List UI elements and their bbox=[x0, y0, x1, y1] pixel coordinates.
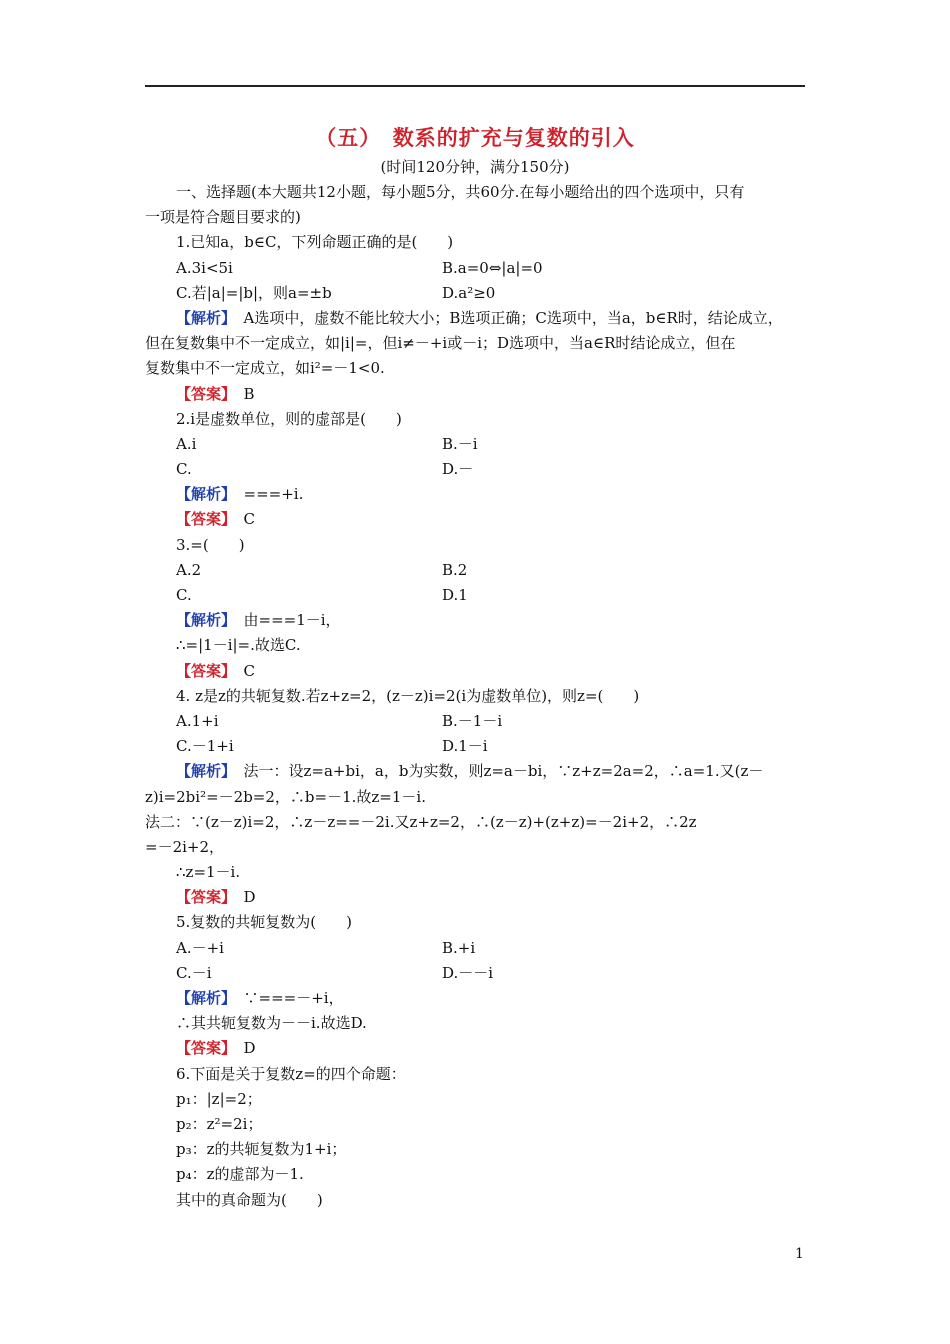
option-a: A.1+i bbox=[176, 711, 219, 730]
option-d: D.－－i bbox=[442, 963, 494, 982]
explanation-tag: 【解析】 bbox=[176, 485, 229, 504]
explanation-tag: 【解析】 bbox=[176, 989, 229, 1007]
answer-tag: 【答案】 bbox=[176, 384, 229, 403]
document-body bbox=[145, 180, 807, 1213]
option-d: D.－ bbox=[442, 460, 474, 479]
explanation-line: =－2i+2， bbox=[145, 837, 225, 856]
option-d: D.1 bbox=[442, 586, 468, 604]
question-4-options-row bbox=[145, 709, 807, 734]
explanation-line: 【解析】 ===+i. bbox=[176, 485, 304, 504]
header-rule bbox=[145, 85, 805, 87]
option-a: A.－+i bbox=[176, 938, 224, 957]
proposition-p4: p₄：z的虚部为－1. bbox=[176, 1165, 304, 1184]
question-4-options-row bbox=[145, 734, 807, 759]
explanation-tag: 【解析】 bbox=[176, 308, 229, 327]
proposition-p1: p₁：|z|=2； bbox=[176, 1089, 262, 1108]
answer-line: 【答案】 D bbox=[176, 1039, 256, 1058]
explanation-line: ∴=|1－i|=.故选C. bbox=[176, 636, 301, 655]
option-d: D.a²≥0 bbox=[442, 283, 496, 302]
question-6-stem: 6.下面是关于复数z=的四个命题： bbox=[176, 1064, 406, 1083]
question-1-options-row bbox=[145, 256, 807, 281]
explanation-line: ∴z=1－i. bbox=[176, 863, 241, 882]
question-3-stem: 3.=( ) bbox=[176, 535, 245, 554]
intro-line: 一、选择题(本大题共12小题，每小题5分，共60分.在每小题给出的四个选项中，只有 bbox=[176, 183, 745, 201]
answer-line: 【答案】 B bbox=[176, 384, 255, 403]
question-5-options-row bbox=[145, 961, 807, 986]
question-3-options-row bbox=[145, 558, 807, 583]
option-c: C.－1+i bbox=[176, 737, 234, 756]
option-b: B.2 bbox=[442, 560, 468, 579]
explanation-line: 但在复数集中不一定成立，如|i|=，但i≠－+i或－i；D选项中，当a∈R时结论成立，但在 bbox=[145, 334, 736, 353]
option-a: A.3i<5i bbox=[176, 258, 233, 277]
explanation-line: 【解析】 法一：设z=a+bi，a，b为实数，则z=a－bi，∵z+z=2a=2，∴a=1.又(z－ bbox=[176, 762, 764, 781]
option-b: B.a=0⇔|a|=0 bbox=[442, 258, 543, 277]
option-c: C.若|a|=|b|，则a=±b bbox=[176, 283, 332, 302]
explanation-line: 法二：∵(z－z)i=2，∴z－z==－2i.又z+z=2，∴(z－z)+(z+z)=－2i+2，∴2z bbox=[145, 812, 697, 831]
explanation-line: 【解析】 由===1－i， bbox=[176, 611, 341, 630]
option-c: C. bbox=[176, 586, 192, 604]
answer-line: 【答案】 C bbox=[176, 661, 255, 680]
option-b: B.－1－i bbox=[442, 711, 503, 730]
answer-tag: 【答案】 bbox=[176, 888, 229, 907]
explanation-line: 【解析】 A选项中，虚数不能比较大小；B选项正确；C选项中，当a，b∈R时，结论成立， bbox=[176, 308, 783, 327]
explanation-tag: 【解析】 bbox=[176, 611, 229, 630]
proposition-p3: p₃：z的共轭复数为1+i； bbox=[176, 1140, 347, 1159]
page-title: （五） 数系的扩充与复数的引入 bbox=[315, 125, 635, 150]
intro-line: 一项是符合题目要求的) bbox=[145, 208, 301, 227]
question-2-options-row bbox=[145, 432, 807, 457]
explanation-line: ∴其共轭复数为－－i.故选D. bbox=[176, 1014, 367, 1033]
question-2-stem: 2.i是虚数单位，则的虚部是( ) bbox=[176, 409, 402, 428]
proposition-p2: p₂：z²=2i； bbox=[176, 1114, 263, 1133]
question-4-stem: 4. z是z的共轭复数.若z+z=2，(z－z)i=2(i为虚数单位)，则z=( ) bbox=[176, 686, 640, 705]
page-number: 1 bbox=[795, 1246, 804, 1262]
explanation-line: 复数集中不一定成立，如i²=－1<0. bbox=[145, 359, 385, 378]
question-1-stem: 1.已知a，b∈C，下列命题正确的是( ) bbox=[176, 233, 454, 252]
question-2-options-row bbox=[145, 457, 807, 482]
answer-tag: 【答案】 bbox=[176, 1039, 229, 1058]
answer-tag: 【答案】 bbox=[176, 661, 229, 680]
option-c: C.－i bbox=[176, 963, 212, 982]
question-3-options-row bbox=[145, 583, 807, 608]
page-subtitle: (时间120分钟，满分150分) bbox=[380, 158, 570, 176]
option-b: B.－i bbox=[442, 434, 478, 453]
explanation-line: z)i=2bi²=－2b=2，∴b=－1.故z=1－i. bbox=[145, 787, 426, 806]
question-5-stem: 5.复数的共轭复数为( ) bbox=[176, 913, 353, 932]
question-1-options-row bbox=[145, 281, 807, 306]
option-a: A.i bbox=[176, 434, 197, 453]
question-6-tail: 其中的真命题为( ) bbox=[176, 1190, 323, 1209]
answer-line: 【答案】 D bbox=[176, 888, 256, 907]
explanation-line: 【解析】 ∵===－+i， bbox=[176, 989, 344, 1007]
option-b: B.+i bbox=[442, 938, 476, 957]
option-a: A.2 bbox=[176, 560, 202, 579]
answer-line: 【答案】 C bbox=[176, 510, 255, 529]
answer-tag: 【答案】 bbox=[176, 510, 229, 529]
question-5-options-row bbox=[145, 936, 807, 961]
option-d: D.1－i bbox=[442, 737, 488, 756]
explanation-tag: 【解析】 bbox=[176, 762, 229, 781]
option-c: C. bbox=[176, 460, 192, 479]
